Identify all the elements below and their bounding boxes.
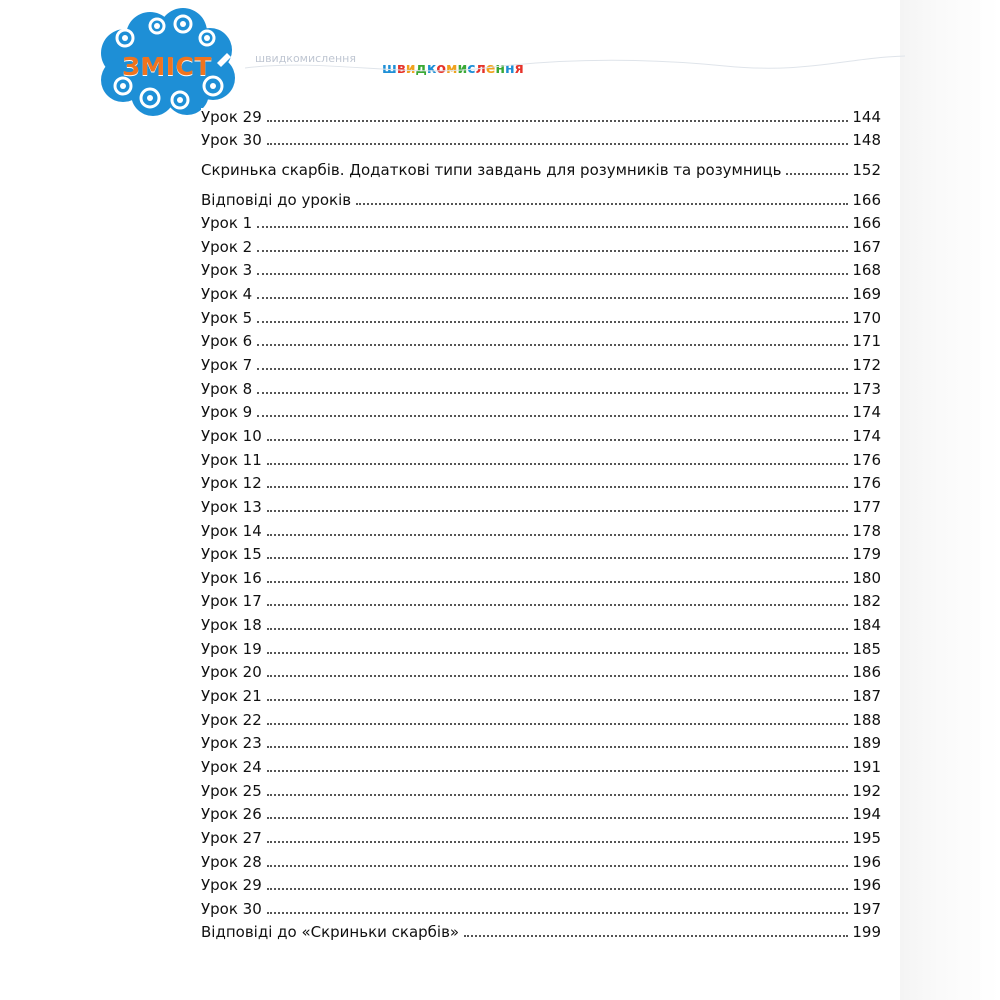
toc-entry-page: 176 [852, 474, 881, 493]
table-of-contents [201, 102, 881, 941]
toc-leader-dots [267, 534, 848, 536]
toc-entry-title: Урок 8 [201, 379, 253, 398]
toc-entry-title: Урок 22 [201, 710, 262, 729]
toc-leader-dots [786, 173, 848, 175]
toc-entry-title: Урок 4 [201, 285, 253, 304]
toc-entry-title: Урок 18 [201, 616, 262, 635]
toc-leader-dots [267, 675, 848, 677]
toc-leader-dots [267, 486, 848, 488]
toc-entry-page: 197 [852, 899, 881, 918]
toc-entry-page: 191 [852, 757, 881, 776]
toc-entry[interactable] [201, 102, 881, 126]
toc-entry-page: 176 [852, 450, 881, 469]
toc-leader-dots [267, 912, 848, 914]
toc-entry[interactable] [201, 126, 881, 150]
toc-entry-page: 194 [852, 805, 881, 824]
toc-entry-page: 173 [852, 379, 881, 398]
header-watermark-left: швидкомислення [255, 52, 356, 65]
toc-entry[interactable] [201, 303, 881, 327]
toc-entry[interactable] [201, 327, 881, 351]
toc-entry[interactable] [201, 563, 881, 587]
brand-letter: ш [382, 61, 397, 77]
toc-entry[interactable] [201, 658, 881, 682]
toc-entry-page: 148 [852, 131, 881, 150]
toc-entry-page: 169 [852, 285, 881, 304]
toc-leader-dots [257, 415, 848, 417]
toc-entry-title: Урок 23 [201, 734, 262, 753]
toc-entry-title: Урок 26 [201, 805, 262, 824]
toc-entry[interactable] [201, 232, 881, 256]
toc-entry-title: Урок 30 [201, 131, 262, 150]
toc-entry-page: 188 [852, 710, 881, 729]
toc-leader-dots [257, 321, 848, 323]
toc-entry-title: Урок 30 [201, 899, 262, 918]
toc-entry-page: 171 [852, 332, 881, 351]
toc-entry-title: Урок 12 [201, 474, 262, 493]
toc-entry-page: 174 [852, 426, 881, 445]
toc-entry[interactable] [201, 209, 881, 233]
toc-entry[interactable] [201, 445, 881, 469]
toc-entry[interactable] [201, 350, 881, 374]
toc-leader-dots [356, 203, 848, 205]
toc-entry-page: 184 [852, 616, 881, 635]
toc-entry[interactable] [201, 847, 881, 871]
toc-entry-page: 168 [852, 261, 881, 280]
brand-letter: я [514, 61, 524, 77]
toc-entry-page: 196 [852, 852, 881, 871]
toc-entry-page: 189 [852, 734, 881, 753]
toc-leader-dots [267, 581, 848, 583]
toc-entry[interactable] [201, 155, 881, 179]
brand-letter: в [396, 61, 406, 77]
toc-leader-dots [267, 510, 848, 512]
toc-entry[interactable] [201, 705, 881, 729]
toc-entry-title: Урок 21 [201, 687, 262, 706]
toc-entry[interactable] [201, 398, 881, 422]
toc-entry-page: 144 [852, 107, 881, 126]
toc-entry[interactable] [201, 894, 881, 918]
toc-leader-dots [267, 699, 848, 701]
brand-letter: н [505, 61, 515, 77]
toc-entry-page: 199 [852, 923, 881, 942]
toc-entry-page: 174 [852, 403, 881, 422]
brand-letter: о [436, 61, 446, 77]
toc-entry-page: 167 [852, 237, 881, 256]
brand-letter: и [457, 61, 468, 77]
toc-entry-title: Урок 25 [201, 781, 262, 800]
toc-entry-title: Урок 15 [201, 545, 262, 564]
toc-entry[interactable] [201, 634, 881, 658]
toc-entry-title: Урок 24 [201, 757, 262, 776]
toc-leader-dots [267, 770, 848, 772]
toc-entry[interactable] [201, 256, 881, 280]
toc-leader-dots [267, 888, 848, 890]
toc-entry-title: Урок 17 [201, 592, 262, 611]
toc-entry[interactable] [201, 469, 881, 493]
toc-leader-dots [267, 652, 848, 654]
toc-entry[interactable] [201, 421, 881, 445]
toc-entry-title: Урок 29 [201, 107, 262, 126]
toc-entry[interactable] [201, 918, 881, 942]
toc-entry-title: Урок 29 [201, 876, 262, 895]
toc-entry-page: 177 [852, 497, 881, 516]
toc-entry[interactable] [201, 729, 881, 753]
toc-entry[interactable] [201, 374, 881, 398]
toc-entry-page: 186 [852, 663, 881, 682]
toc-entry-title: Урок 28 [201, 852, 262, 871]
toc-entry[interactable] [201, 776, 881, 800]
toc-leader-dots [257, 297, 848, 299]
toc-entry-title: Урок 9 [201, 403, 253, 422]
brand-letter: и [405, 61, 416, 77]
toc-entry[interactable] [201, 800, 881, 824]
toc-leader-dots [267, 463, 848, 465]
toc-entry[interactable] [201, 540, 881, 564]
toc-leader-dots [257, 344, 848, 346]
toc-leader-dots [257, 368, 848, 370]
toc-leader-dots [267, 120, 848, 122]
toc-entry[interactable] [201, 610, 881, 634]
toc-entry-page: 166 [852, 214, 881, 233]
toc-entry-title: Урок 19 [201, 639, 262, 658]
toc-entry-title: Відповіді до «Скриньки скарбів» [201, 923, 460, 942]
toc-entry-title: Урок 10 [201, 426, 262, 445]
toc-entry[interactable] [201, 587, 881, 611]
toc-entry-title: Урок 20 [201, 663, 262, 682]
toc-entry-page: 179 [852, 545, 881, 564]
toc-entry-title: Урок 13 [201, 497, 262, 516]
toc-leader-dots [267, 817, 848, 819]
toc-entry-page: 172 [852, 356, 881, 375]
toc-entry-title: Урок 2 [201, 237, 253, 256]
toc-entry-page: 185 [852, 639, 881, 658]
toc-leader-dots [257, 392, 848, 394]
toc-leader-dots [267, 143, 848, 145]
toc-leader-dots [267, 794, 848, 796]
toc-leader-dots [267, 746, 848, 748]
toc-leader-dots [267, 628, 848, 630]
toc-entry-title: Урок 14 [201, 521, 262, 540]
toc-entry-title: Урок 7 [201, 356, 253, 375]
toc-entry-title: Відповіді до уроків [201, 190, 352, 209]
toc-entry[interactable] [201, 681, 881, 705]
toc-entry[interactable] [201, 492, 881, 516]
toc-leader-dots [267, 439, 848, 441]
toc-entry[interactable] [201, 185, 881, 209]
brand-letter: е [485, 61, 496, 77]
toc-entry-page: 166 [852, 190, 881, 209]
toc-entry-page: 180 [852, 568, 881, 587]
brand-letter: н [495, 61, 506, 77]
toc-entry-title: Урок 5 [201, 308, 253, 327]
toc-leader-dots [257, 250, 848, 252]
header-wavy-line [245, 38, 905, 98]
brand-letter: л [475, 61, 486, 77]
brand-letter: с [467, 61, 476, 77]
toc-leader-dots [257, 226, 848, 228]
toc-entry-page: 170 [852, 308, 881, 327]
brand-letter: д [415, 61, 427, 77]
brand-letter: к [426, 61, 437, 77]
toc-leader-dots [267, 723, 848, 725]
toc-entry-page: 187 [852, 687, 881, 706]
toc-entry[interactable] [201, 871, 881, 895]
toc-entry[interactable] [201, 752, 881, 776]
toc-leader-dots [464, 935, 848, 937]
toc-entry-page: 152 [852, 160, 881, 179]
toc-entry[interactable] [201, 823, 881, 847]
toc-entry-title: Урок 11 [201, 450, 262, 469]
toc-leader-dots [267, 604, 848, 606]
toc-entry-title: Урок 6 [201, 332, 253, 351]
toc-entry[interactable] [201, 516, 881, 540]
toc-entry-page: 195 [852, 828, 881, 847]
toc-leader-dots [257, 273, 848, 275]
brand-letter: м [446, 61, 458, 77]
page-edge-shadow [900, 0, 1000, 1000]
contents-badge-title: ЗМІСТ [122, 52, 212, 81]
toc-leader-dots [267, 841, 848, 843]
toc-entry-page: 196 [852, 876, 881, 895]
toc-entry-page: 192 [852, 781, 881, 800]
toc-leader-dots [267, 865, 848, 867]
toc-entry-title: Урок 1 [201, 214, 253, 233]
toc-entry-page: 178 [852, 521, 881, 540]
toc-entry-title: Скринька скарбів. Додаткові типи завдань для розумників та розумниць [201, 160, 782, 179]
toc-entry-title: Урок 16 [201, 568, 262, 587]
toc-entry-title: Урок 3 [201, 261, 253, 280]
toc-entry[interactable] [201, 279, 881, 303]
toc-entry-title: Урок 27 [201, 828, 262, 847]
toc-entry-page: 182 [852, 592, 881, 611]
toc-leader-dots [267, 557, 848, 559]
